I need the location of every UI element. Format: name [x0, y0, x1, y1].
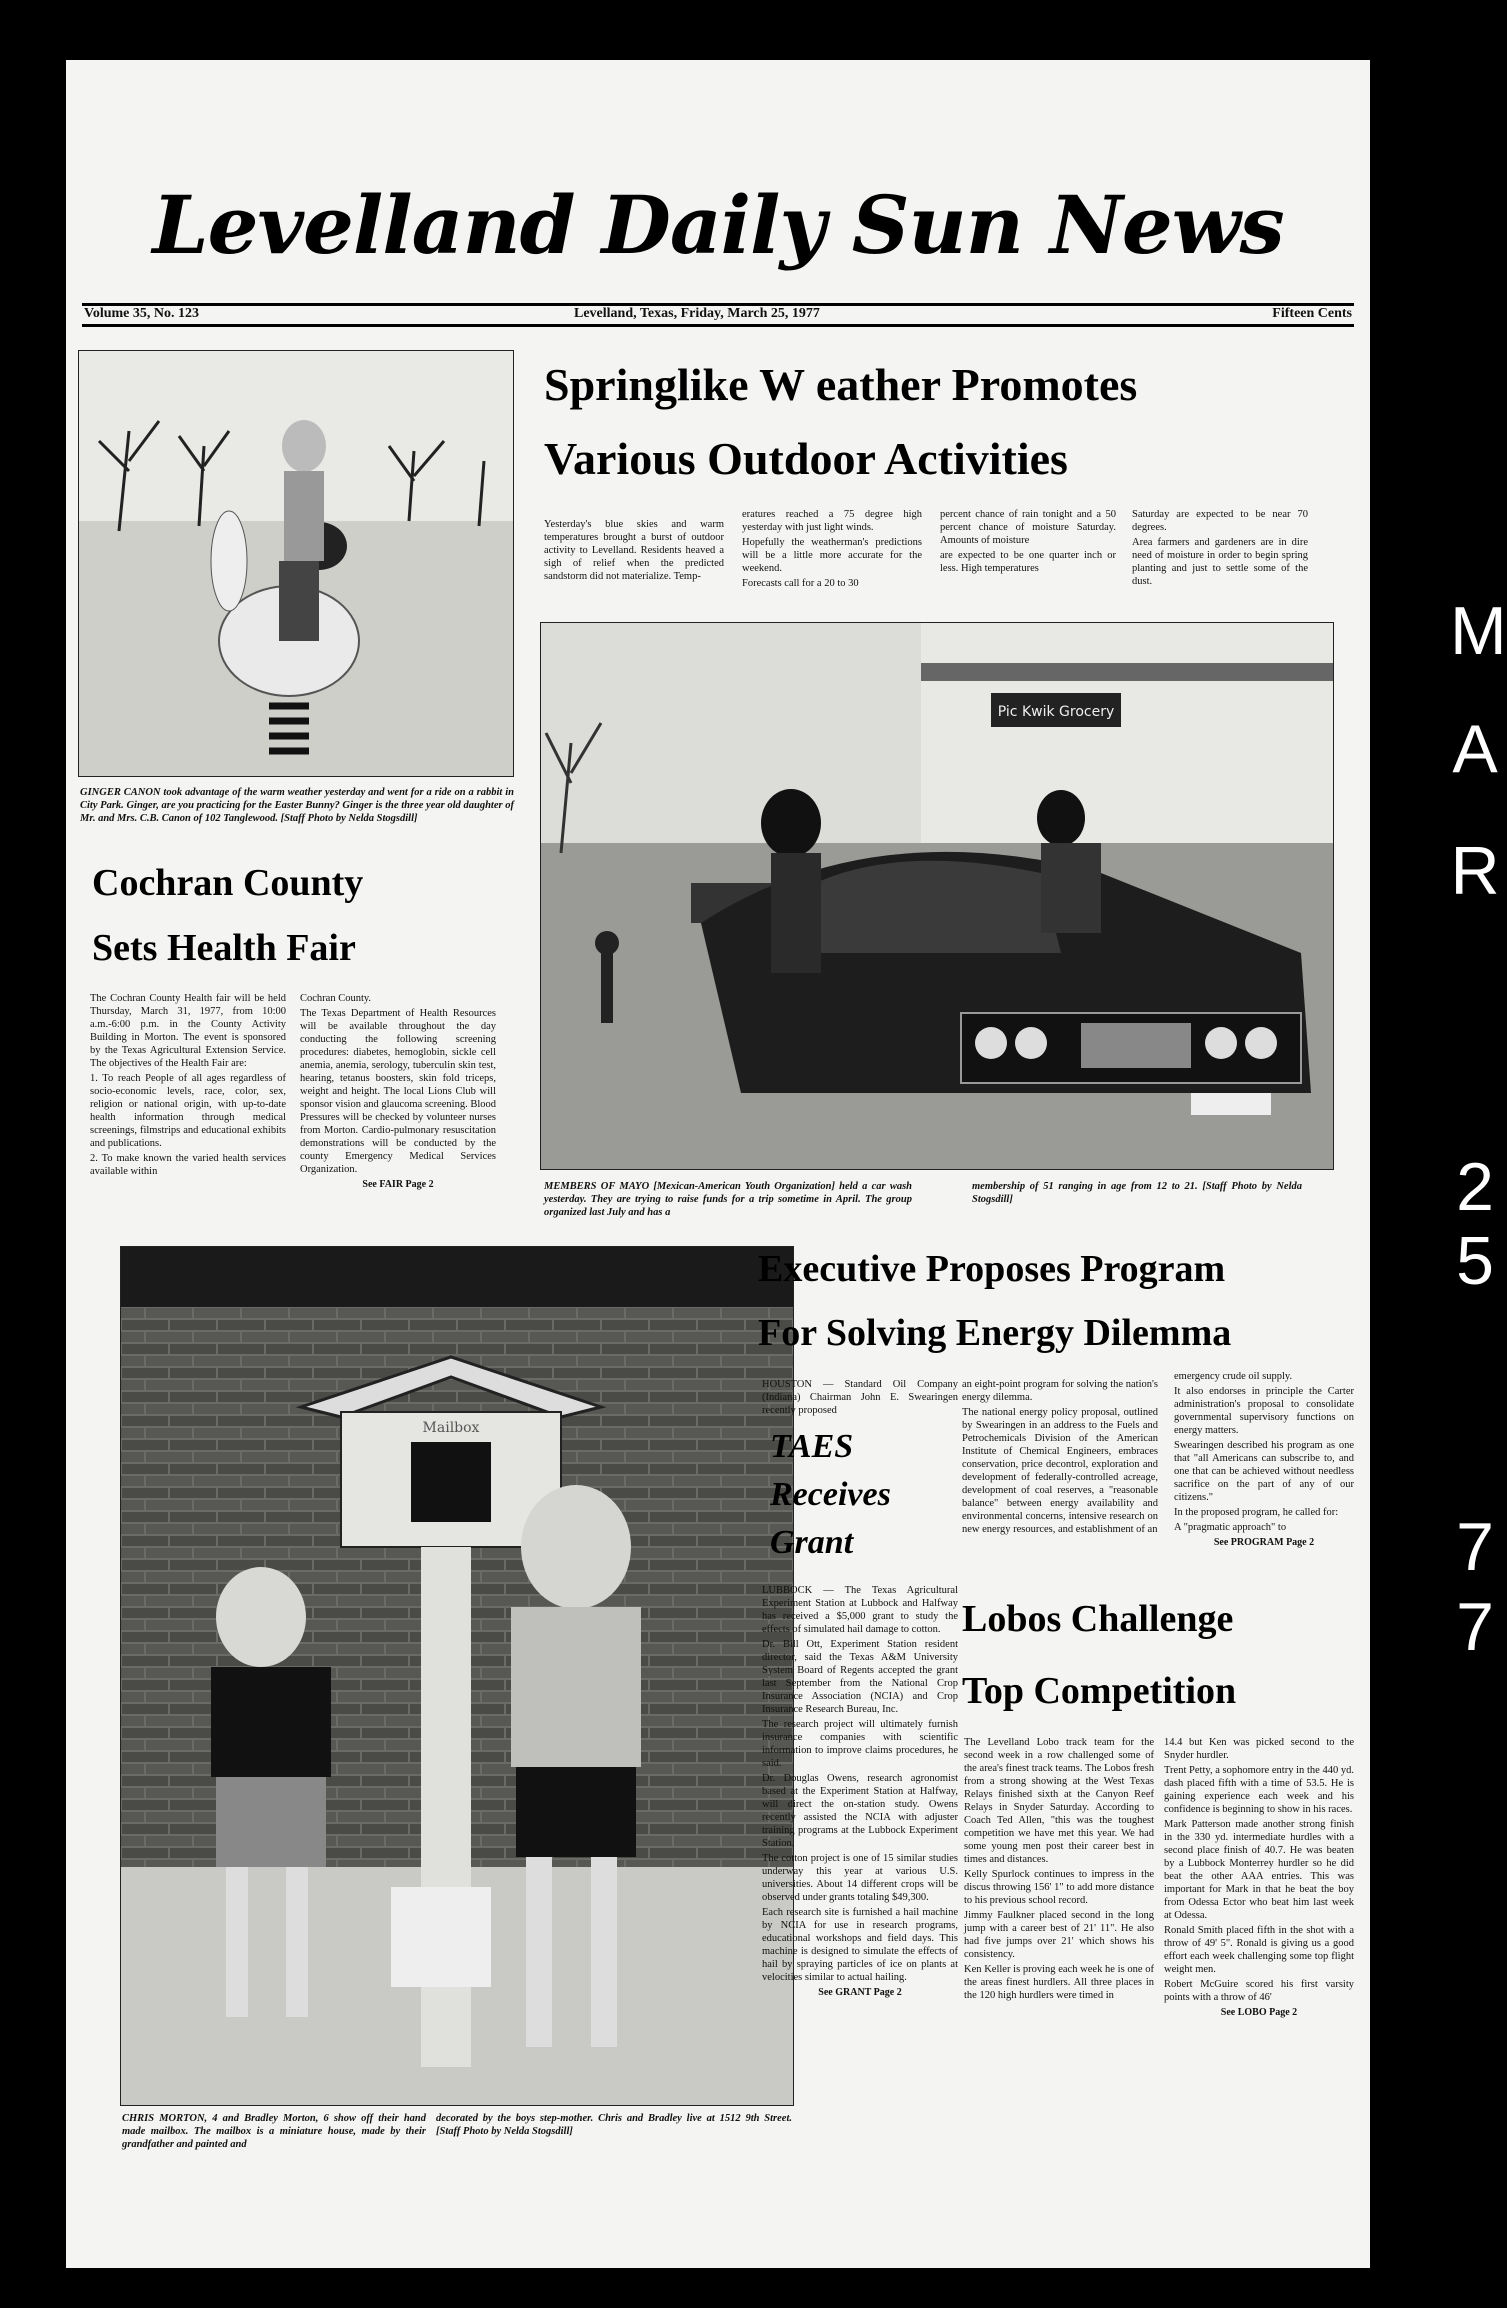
ginger-photo: [78, 350, 514, 777]
mayo-caption-2: membership of 51 ranging in age from 12 to 21. [Staff Photo by Nelda Stogsdill]: [972, 1181, 1302, 1205]
reel-label-char-3: R: [1450, 833, 1500, 909]
lobos-col-1b: Kelly Spurlock continues to impress in the discus throwing 156' 1" to add more distance to his previous school record.: [964, 1869, 1154, 1906]
energy-headline-2: For Solving Energy Dilemma: [758, 1312, 1232, 1354]
masthead-rule-bottom: [82, 324, 1354, 327]
lobos-col-1d: Ken Keller is proving each week he is one of the areas finest hurdlers. All three places in the 120 high hurdlers were timed in: [964, 1964, 1154, 2001]
weather-col-2a: eratures reached a 75 degree high yesterday with just light winds.: [742, 509, 922, 533]
lobos-col-1a: The Levelland Lobo track team for the second week in a row challenged some of the area's finest track teams. The Lobos fresh from a strong showing at the West Texas Relays finished sixth at the Canyon Reef Relays in Snyder Saturday. According to Coach Ted Allen, "this was the toughest competition we have met this year. We had some young men post their career best in times and distances.: [964, 1737, 1154, 1865]
energy-col-3e: A "pragmatic approach" to: [1174, 1522, 1287, 1533]
cochran-headline-2: Sets Health Fair: [92, 927, 356, 969]
dateline: Levelland, Texas, Friday, March 25, 1977: [574, 306, 820, 321]
weather-col-3b: are expected to be one quarter inch or less. High temperatures: [940, 550, 1116, 574]
cochran-see-page: See FAIR Page 2: [362, 1179, 434, 1190]
energy-col-3c: Swearingen described his program as one that "all Americans can subscribe to, and one that can be achieved without needless sacrifice on the part of any of our citizens.": [1174, 1440, 1354, 1503]
lobos-col-2: [1164, 1736, 1354, 2021]
morton-caption-2: decorated by the boys step-mother. Chris and Bradley live at 1512 9th Street. [Staff Photo by Nelda Stogsdill]: [436, 2113, 792, 2137]
weather-col-2c: Forecasts call for a 20 to 30: [742, 578, 859, 589]
weather-col-1: [544, 518, 724, 585]
car-wash-photo: [540, 622, 1334, 1170]
reel-label-char-7: 7: [1456, 1589, 1494, 1665]
taes-p1: LUBBOCK — The Texas Agricultural Experiment Station at Lubbock and Halfway has received a $5,000 grant to study the effects of simulated hail damage to cotton.: [762, 1585, 958, 1635]
energy-col-1-text: HOUSTON — Standard Oil Company (Indiana) Chairman John E. Swearingen recently proposed: [762, 1379, 958, 1416]
weather-col-4b: Area farmers and gardeners are in dire need of moisture in order to begin spring planting and just to settle some of the dust.: [1132, 537, 1308, 587]
ginger-caption: GINGER CANON took advantage of the warm weather yesterday and went for a ride on a rabbit in City Park. Ginger, are you practicing for the Easter Bunny? Ginger is the three year old daughter of Mr. and Mrs. C.B. Canon of 102 Tanglewood. [Staff Photo by Nelda Stogsdill]: [80, 787, 514, 824]
energy-col-3b: It also endorses in principle the Carter administration's proposal to consolidate governmental supervisory functions on energy matters.: [1174, 1386, 1354, 1436]
taes-p6: Each research site is furnished a hail machine by NCIA for use in research programs, educational workshops and field days. This machine is designed to simulate the effects of hail by spraying particles of ice on plants at velocities similar to actual hailing.: [762, 1907, 958, 1983]
lobos-col-2d: Ronald Smith placed fifth in the shot with a throw of 49' 5". Ronald is giving us a good effort each week challenging some top flight weight men.: [1164, 1925, 1354, 1975]
cochran-col-1: [90, 992, 286, 1180]
lobos-col-1: [964, 1736, 1154, 2004]
energy-col-1: [762, 1378, 958, 1419]
cochran-col-1b: 1. To reach People of all ages regardless of socio-economic levels, race, color, sex, religion or national origin, with up-to-date health information through medical screenings, filmstrips and educational exhibits and publications.: [90, 1073, 286, 1149]
taes-see-page: See GRANT Page 2: [818, 1987, 902, 1998]
lobos-col-1c: Jimmy Faulkner placed second in the long jump with a career best of 21' 11". He also had five jumps over 21' which shows his consistency.: [964, 1910, 1154, 1960]
weather-col-2: [742, 508, 922, 592]
energy-col-3: [1174, 1370, 1354, 1551]
weather-headline-1: Springlike W eather Promotes: [544, 359, 1138, 410]
weather-headline-2: Various Outdoor Activities: [544, 433, 1068, 484]
taes-p4: Dr. Douglas Owens, research agronomist based at the Experiment Station at Halfway, will direct the on-station study. Owens recently assisted the NCIA with adjuster training programs at the Lubbock Experiment Station.: [762, 1773, 958, 1849]
cochran-col-2b: The Texas Department of Health Resources will be available throughout the day conducting the following screening procedures: diabetes, hemoglobin, sickle cell anemia, anemia, serology, tuberculin skin test, hearing, tetanus boosters, skin fold triceps, weight and height. The local Lions Club will sponsor vision and glaucoma screening. Blood Pressures will be checked by volunteer nurses from Morton. Cardio-pulmonary resuscitation demonstrations will be conducted by the county Emergency Medical Services Organization.: [300, 1008, 496, 1175]
weather-col-4: [1132, 508, 1308, 590]
mailbox-photo: [120, 1246, 794, 2106]
reel-label-char-1: M: [1450, 593, 1507, 669]
taes-p5: The cotton project is one of 15 similar studies underway this year at various U.S. universities. About 14 different crops will be observed under grants totaling $49,300.: [762, 1853, 958, 1903]
mayo-caption-1: MEMBERS OF MAYO [Mexican-American Youth Organization] held a car wash yesterday. They are trying to raise funds for a trip sometime in April. The group organized last July and has a: [544, 1181, 912, 1218]
energy-col-2: [962, 1378, 1158, 1538]
energy-headline-1: Executive Proposes Program: [758, 1248, 1226, 1290]
cochran-col-1c: 2. To make known the varied health services available within: [90, 1153, 286, 1177]
energy-col-3d: In the proposed program, he called for:: [1174, 1507, 1339, 1518]
mailbox-label: Mailbox: [422, 1420, 480, 1436]
cochran-headline-1: Cochran County: [92, 862, 364, 904]
masthead-title: Levelland Daily Sun News: [152, 178, 1284, 272]
weather-col-1-text: Yesterday's blue skies and warm temperatures brought a burst of outdoor activity to Levelland. Residents heaved a sigh of relief when the predicted sandstorm did not materialize. Temp-: [544, 519, 724, 582]
taes-headline-2: Receives: [770, 1476, 891, 1513]
newspaper-page: [66, 60, 1370, 2268]
cochran-col-1a: The Cochran County Health fair will be held Thursday, March 31, 1977, from 10:00 a.m.-6:00 p.m. in the County Activity Building in Morton. The event is sponsored by the Texas Agricultural Extension Service. The objectives of the Health Fair are:: [90, 993, 286, 1069]
taes-headline-1: TAES: [770, 1428, 854, 1465]
lobos-see-page: See LOBO Page 2: [1220, 2007, 1298, 2018]
reel-label-char-5: 5: [1456, 1223, 1494, 1299]
cochran-col-2a: Cochran County.: [300, 993, 372, 1004]
lobos-col-2b: Trent Petty, a sophomore entry in the 440 yd. dash placed fifth with a time of 53.5. He is gaining experience each week and his confidence is beginning to show in his races.: [1164, 1765, 1354, 1815]
weather-col-3: [940, 508, 1116, 577]
morton-caption-1: CHRIS MORTON, 4 and Bradley Morton, 6 show off their hand made mailbox. The mailbox is a miniature house, made by their grandfather and painted and: [122, 2113, 426, 2150]
energy-col-2b: The national energy policy proposal, outlined by Swearingen in an address to the Fuels and Petrochemicals Division of the American Institute of Chemical Engineers, embraces conservation, price decontrol, exploration and development of federally-controlled acreage, development of coal reserves, a "reasonable balance" between energy availability and environmental concerns, intensive research on new energy resources, and establishment of an: [962, 1407, 1158, 1535]
lobos-col-2a: 14.4 but Ken was picked second to the Snyder hurdler.: [1164, 1737, 1354, 1761]
energy-col-2a: an eight-point program for solving the nation's energy dilemma.: [962, 1379, 1158, 1403]
weather-col-4a: Saturday are expected to be near 70 degrees.: [1132, 509, 1308, 533]
reel-label-char-6: 7: [1456, 1509, 1494, 1585]
price: Fifteen Cents: [1272, 306, 1352, 321]
weather-col-2b: Hopefully the weatherman's predictions will be a little more accurate for the weekend.: [742, 537, 922, 574]
taes-p3: The research project will ultimately furnish insurance companies with scientific information to improve claims procedures, he said.: [762, 1719, 958, 1769]
lobos-headline-1: Lobos Challenge: [962, 1598, 1234, 1640]
weather-col-3a: percent chance of rain tonight and a 50 percent chance of moisture Saturday. Amounts of moisture: [940, 509, 1116, 546]
energy-col-3a: emergency crude oil supply.: [1174, 1371, 1293, 1382]
store-sign: Pic Kwik Grocery: [997, 704, 1115, 720]
lobos-headline-2: Top Competition: [962, 1670, 1237, 1712]
taes-body: [762, 1584, 958, 2001]
cochran-col-2: [300, 992, 496, 1193]
energy-see-page: See PROGRAM Page 2: [1213, 1537, 1315, 1548]
reel-label-char-2: A: [1452, 711, 1498, 787]
lobos-col-2c: Mark Patterson made another strong finish in the 330 yd. intermediate hurdles with a second place finish of 40.7. He was beaten by a Lubbock Monterrey hurdler so he did beat the other AAA entries. This was important for Mark in that he beat the boy from Odessa Ector who beat him last week at Odessa.: [1164, 1819, 1354, 1921]
volume-number: Volume 35, No. 123: [84, 306, 199, 321]
lobos-col-2e: Robert McGuire scored his first varsity points with a throw of 46': [1164, 1979, 1354, 2003]
taes-p2: Dr. Bill Ott, Experiment Station resident director, said the Texas A&M University System Board of Regents accepted the grant last September from the National Crop Insurance Association (NCIA) and Crop Insurance Research Bureau, Inc.: [762, 1639, 958, 1715]
taes-headline-3: Grant: [770, 1524, 854, 1561]
reel-label-char-4: 2: [1456, 1149, 1494, 1225]
